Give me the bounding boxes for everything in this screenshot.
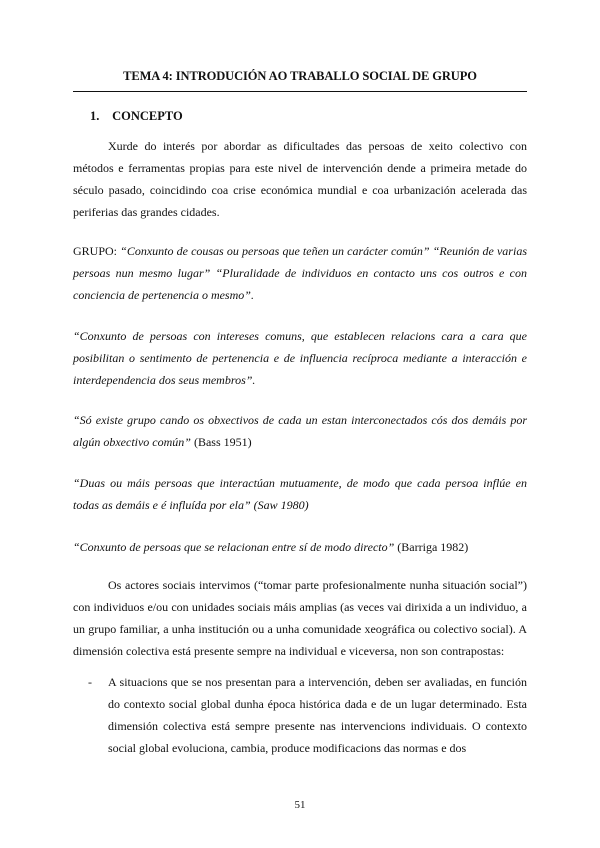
- page-title: TEMA 4: INTRODUCIÓN AO TRABALLO SOCIAL DE GRUPO: [73, 69, 527, 92]
- page-number: 51: [294, 799, 306, 811]
- list-item: [73, 671, 527, 759]
- section-title: CONCEPTO: [112, 109, 183, 123]
- definition-quote: [73, 409, 527, 453]
- definition-quote: [73, 536, 527, 558]
- definition-citation: (Barriga 1982): [394, 540, 469, 554]
- intro-paragraph: Xurde do interés por abordar as dificultades das persoas de xeito colectivo con métodos e ferramentas propias para este nivel de intervención dende a primeira metade do século pasado, coincidindo coa crise económica mundial e coa urbanización acelerada das periferias das grandes cidades.: [73, 139, 527, 219]
- section-number: 1.: [90, 109, 100, 123]
- bullet-marker: -: [88, 675, 92, 689]
- section-heading: [90, 109, 183, 124]
- definition-text: “Conxunto de persoas que se relacionan entre sí de modo directo”: [73, 540, 395, 554]
- definition-text: “Conxunto de cousas ou persoas que teñen un carácter común” “Reunión de varias persoas nun mesmo lugar” “Pluralidade de individuos en contacto uns cos outros e con conciencia de pertenencia o mesmo”.: [73, 244, 527, 302]
- definition-citation: (Bass 1951): [190, 435, 252, 449]
- definition-grupo: [73, 240, 527, 306]
- bullet-text: A situacions que se nos presentan para a intervención, deben ser avaliadas, en función do contexto social global dunha época histórica dada e de un lugar determinado. Esta dimensión colectiva está sempre presente nas intervencions individuais. O contexto social global evoluciona, cambia, produce modificacions das normas e dos: [108, 675, 527, 755]
- actors-paragraph: Os actores sociais intervimos (“tomar parte profesionalmente nunha situación social”) con individuos e/ou con unidades sociais máis amplias (as veces vai dirixida a un individuo, a un grupo familiar, a unha institución ou a unha comunidade xeográfica ou colectivo social). A dimensión colectiva está presente sempre na individual e viceversa, non son contrapostas:: [73, 578, 527, 658]
- definition-quote: “Duas ou máis persoas que interactúan mutuamente, de modo que cada persoa inflúe en todas as demáis e é influída por ela” (Saw 1980): [73, 476, 527, 512]
- definition-lead: GRUPO:: [73, 244, 121, 258]
- definition-text: “Só existe grupo cando os obxectivos de cada un estan interconectados cós dos demáis por algún obxectivo común”: [73, 413, 527, 449]
- definition-quote: “Conxunto de persoas con intereses comuns, que establecen relacions cara a cara que posibilitan o sentimento de pertenencia e de influencia recíproca mediante a interacción e interdependencia dos seus membros”.: [73, 329, 527, 387]
